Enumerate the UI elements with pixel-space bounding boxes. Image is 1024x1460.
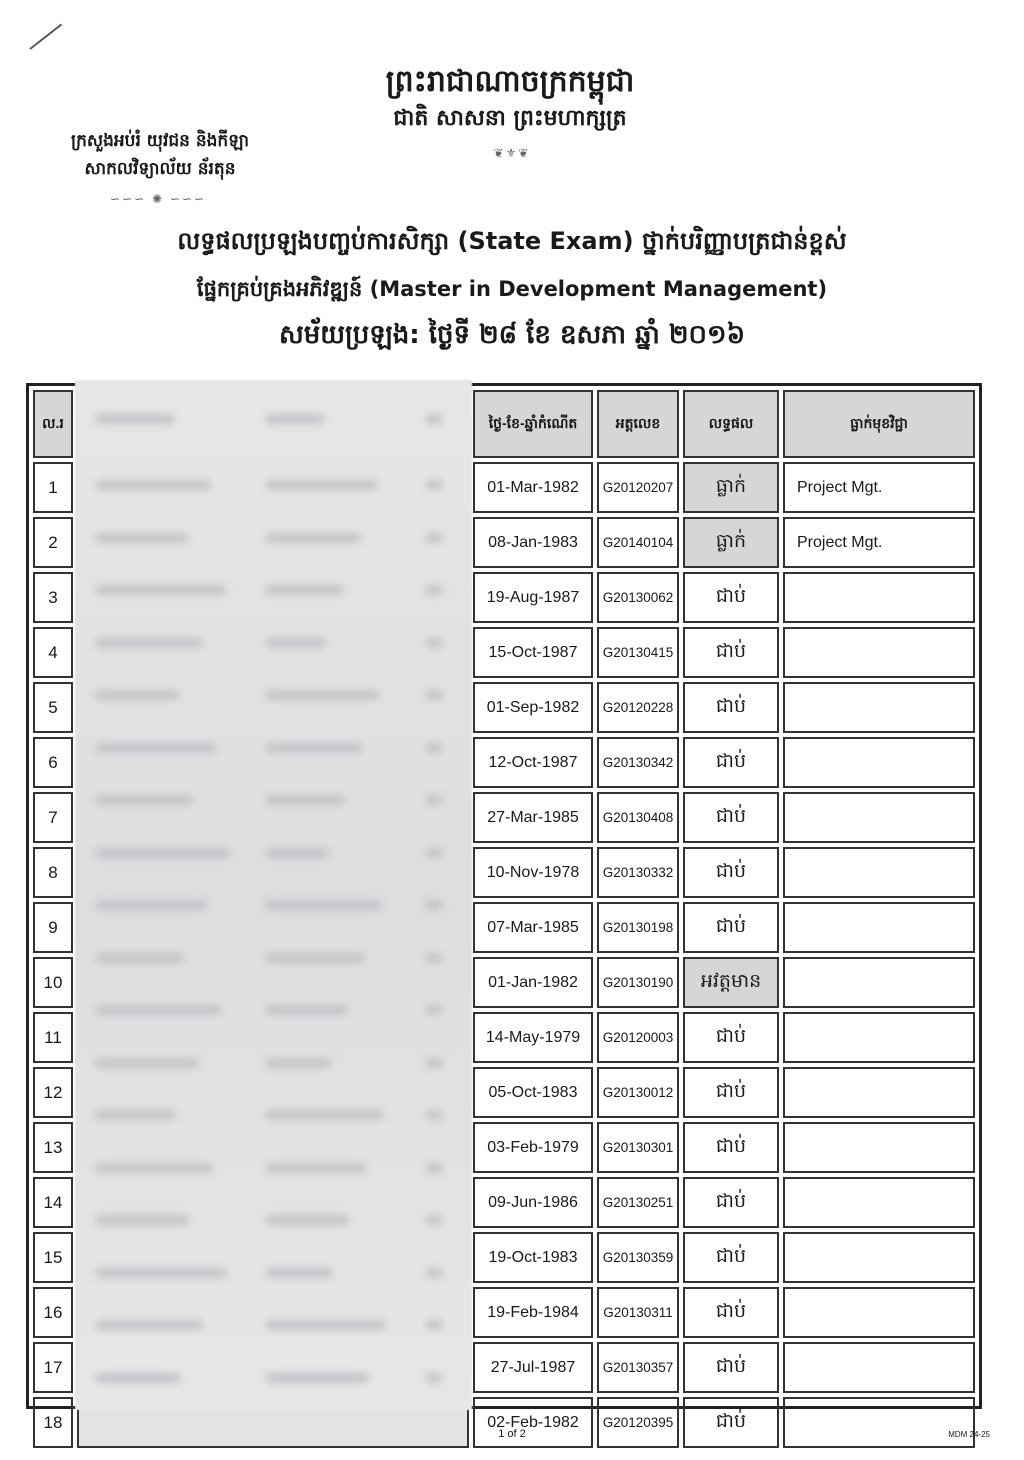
redaction-bar [425, 480, 443, 490]
row-no: 5 [33, 682, 73, 733]
row-dob: 14-May-1979 [473, 1012, 593, 1063]
row-failed-subject [783, 1012, 975, 1063]
exam-session: សម័យប្រឡង: ថ្ងៃទី ២៨ ខែ ឧសភា ឆ្នាំ ២០១៦ [278, 320, 745, 350]
redaction-bar [95, 533, 189, 543]
row-failed-subject [783, 1122, 975, 1173]
row-no: 2 [33, 517, 73, 568]
redaction-bar [95, 900, 208, 910]
row-no: 15 [33, 1232, 73, 1283]
row-result: ជាប់ [683, 682, 779, 733]
redaction-bar [265, 690, 380, 700]
header-id: អត្តលេខ [597, 390, 679, 458]
row-no: 8 [33, 847, 73, 898]
redaction-bar [425, 414, 443, 424]
row-no: 12 [33, 1067, 73, 1118]
redaction-bar [95, 953, 185, 963]
page-number: 1 of 2 [498, 1428, 526, 1440]
redaction-bar [265, 848, 329, 858]
row-failed-subject [783, 1177, 975, 1228]
redaction-bar [425, 690, 443, 700]
redaction-bar [265, 585, 344, 595]
row-dob: 03-Feb-1979 [473, 1122, 593, 1173]
redaction-bar [95, 690, 180, 700]
header-remark: ធ្លាក់មុខវិជ្ជា [783, 390, 975, 458]
redaction-bar [425, 533, 443, 543]
row-student-id: G20130062 [597, 572, 679, 623]
redaction-bar [425, 848, 443, 858]
kingdom-motto: ជាតិ សាសនា ព្រះមហាក្សត្រ [393, 105, 627, 131]
redaction-bar [95, 1005, 222, 1015]
row-no: 1 [33, 462, 73, 513]
row-student-id: G20130332 [597, 847, 679, 898]
row-dob: 27-Jul-1987 [473, 1342, 593, 1393]
row-student-id: G20140104 [597, 517, 679, 568]
row-result: ជាប់ [683, 1397, 779, 1448]
redaction-bar [95, 1373, 181, 1383]
row-dob: 02-Feb-1982 [473, 1397, 593, 1448]
row-failed-subject [783, 1232, 975, 1283]
row-dob: 08-Jan-1983 [473, 517, 593, 568]
row-student-id: G20130357 [597, 1342, 679, 1393]
redaction-bar [425, 1215, 443, 1225]
redaction-bar [425, 1320, 443, 1330]
row-result: ជាប់ [683, 847, 779, 898]
row-result: ជាប់ [683, 627, 779, 678]
redaction-bar [95, 585, 226, 595]
row-failed-subject [783, 627, 975, 678]
redaction-bar [95, 1320, 204, 1330]
row-failed-subject [783, 1287, 975, 1338]
redaction-bar [265, 1110, 384, 1120]
redaction-bar [425, 638, 443, 648]
redaction-bar [95, 795, 194, 805]
row-dob: 19-Feb-1984 [473, 1287, 593, 1338]
redaction-bar [265, 533, 361, 543]
redaction-bar [95, 1268, 227, 1278]
row-no: 17 [33, 1342, 73, 1393]
row-student-id: G20120395 [597, 1397, 679, 1448]
redaction-bar [95, 848, 231, 858]
row-student-id: G20130408 [597, 792, 679, 843]
row-failed-subject [783, 1342, 975, 1393]
row-student-id: G20130301 [597, 1122, 679, 1173]
row-failed-subject: Project Mgt. [783, 462, 975, 513]
document-title: លទ្ធផលប្រឡងបញ្ចប់ការសិក្សា (State Exam) ថ្នាក់បរិញ្ញាបត្រជាន់ខ្ពស់ [177, 227, 847, 255]
row-failed-subject [783, 1067, 975, 1118]
row-dob: 10-Nov-1978 [473, 847, 593, 898]
row-dob: 12-Oct-1987 [473, 737, 593, 788]
redaction-bar [425, 1268, 443, 1278]
row-result: ជាប់ [683, 1287, 779, 1338]
row-dob: 01-Sep-1982 [473, 682, 593, 733]
redaction-bar [95, 1163, 213, 1173]
row-failed-subject [783, 737, 975, 788]
row-student-id: G20130190 [597, 957, 679, 1008]
redaction-bar [425, 743, 443, 753]
row-dob: 19-Aug-1987 [473, 572, 593, 623]
row-dob: 01-Jan-1982 [473, 957, 593, 1008]
redaction-bar [95, 638, 203, 648]
redaction-bar [265, 900, 382, 910]
ornament-right-icon: ❦⚜❦ [493, 146, 531, 160]
row-no: 6 [33, 737, 73, 788]
row-failed-subject [783, 792, 975, 843]
redaction-bar [425, 585, 443, 595]
redaction-bar [265, 1163, 367, 1173]
row-dob: 01-Mar-1982 [473, 462, 593, 513]
header-no: ល.រ [33, 390, 73, 458]
row-student-id: G20130342 [597, 737, 679, 788]
row-student-id: G20130359 [597, 1232, 679, 1283]
row-student-id: G20130198 [597, 902, 679, 953]
redaction-bar [265, 1005, 348, 1015]
row-student-id: G20130311 [597, 1287, 679, 1338]
row-student-id: G20120228 [597, 682, 679, 733]
row-no: 9 [33, 902, 73, 953]
row-result: អវត្តមាន [683, 957, 779, 1008]
redaction-bar [95, 480, 212, 490]
header-result: លទ្ធផល [683, 390, 779, 458]
redaction-bar [265, 1215, 350, 1225]
redaction-bar [265, 953, 365, 963]
redaction-bar [265, 795, 346, 805]
row-result: ជាប់ [683, 1232, 779, 1283]
row-dob: 27-Mar-1985 [473, 792, 593, 843]
row-no: 18 [33, 1397, 73, 1448]
row-no: 3 [33, 572, 73, 623]
row-result: ជាប់ [683, 1122, 779, 1173]
redaction-bar [265, 414, 325, 424]
row-dob: 19-Oct-1983 [473, 1232, 593, 1283]
row-student-id: G20120003 [597, 1012, 679, 1063]
row-result: ធ្លាក់ [683, 462, 779, 513]
row-no: 11 [33, 1012, 73, 1063]
header-dob: ថ្ងៃ-ខែ-ឆ្នាំកំណើត [473, 390, 593, 458]
pen-mark [29, 24, 62, 50]
redaction-bar [265, 743, 363, 753]
redaction-bar [95, 743, 217, 753]
row-result: ជាប់ [683, 1342, 779, 1393]
redaction-bar [425, 1058, 443, 1068]
row-result: ជាប់ [683, 1012, 779, 1063]
row-failed-subject [783, 572, 975, 623]
redaction-bar [95, 414, 175, 424]
redaction-bar [425, 1110, 443, 1120]
row-no: 16 [33, 1287, 73, 1338]
row-student-id: G20130012 [597, 1067, 679, 1118]
row-dob: 05-Oct-1983 [473, 1067, 593, 1118]
redaction-bar [265, 1268, 333, 1278]
row-no: 13 [33, 1122, 73, 1173]
row-dob: 15-Oct-1987 [473, 627, 593, 678]
redacted-names-area [75, 380, 472, 1410]
document-code: MDM 24-25 [948, 1430, 990, 1439]
redaction-bar [95, 1215, 190, 1225]
row-no: 7 [33, 792, 73, 843]
redaction-bar [425, 1163, 443, 1173]
document-subtitle: ផ្នែកគ្រប់គ្រងអភិវឌ្ឍន៍ (Master in Development Management) [196, 277, 828, 301]
university-name: សាកលវិទ្យាល័យ ន័រតុន [84, 159, 236, 179]
row-failed-subject [783, 902, 975, 953]
row-dob: 07-Mar-1985 [473, 902, 593, 953]
row-failed-subject [783, 682, 975, 733]
redaction-bar [425, 795, 443, 805]
row-student-id: G20120207 [597, 462, 679, 513]
row-no: 4 [33, 627, 73, 678]
redaction-bar [95, 1058, 199, 1068]
redaction-bar [425, 953, 443, 963]
row-result: ជាប់ [683, 572, 779, 623]
redaction-bar [265, 638, 327, 648]
row-result: ជាប់ [683, 1067, 779, 1118]
redaction-bar [265, 480, 378, 490]
redaction-bar [425, 1005, 443, 1015]
row-student-id: G20130415 [597, 627, 679, 678]
row-failed-subject [783, 847, 975, 898]
row-result: ជាប់ [683, 792, 779, 843]
redaction-bar [95, 1110, 176, 1120]
row-no: 14 [33, 1177, 73, 1228]
row-result: ជាប់ [683, 902, 779, 953]
ministry-name: ក្រសួងអប់រំ យុវជន និងកីឡា [71, 131, 249, 151]
kingdom-title: ព្រះរាជាណាចក្រកម្ពុជា [385, 64, 635, 99]
redaction-bar [265, 1058, 331, 1068]
ornament-left-icon: ∽∽∽ ✺ ∽∽∽ [109, 192, 206, 206]
row-student-id: G20130251 [597, 1177, 679, 1228]
row-failed-subject: Project Mgt. [783, 517, 975, 568]
row-failed-subject [783, 957, 975, 1008]
redaction-bar [425, 1373, 443, 1383]
redaction-bar [425, 900, 443, 910]
redaction-bar [265, 1320, 386, 1330]
row-result: ជាប់ [683, 737, 779, 788]
row-failed-subject [783, 1397, 975, 1448]
redaction-bar [265, 1373, 369, 1383]
row-result: ធ្លាក់ [683, 517, 779, 568]
row-no: 10 [33, 957, 73, 1008]
row-result: ជាប់ [683, 1177, 779, 1228]
row-dob: 09-Jun-1986 [473, 1177, 593, 1228]
